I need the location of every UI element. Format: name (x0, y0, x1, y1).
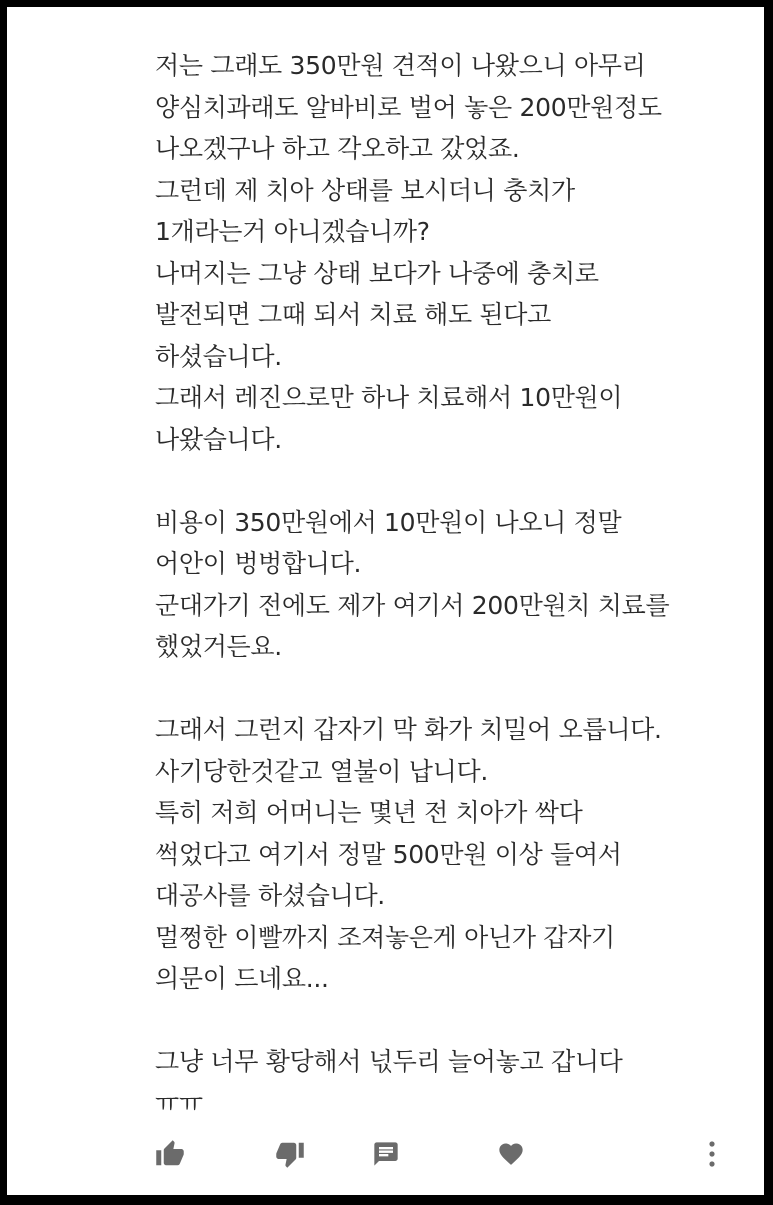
thumbs-up-icon (155, 1139, 185, 1169)
post-line: 썩었다고 여기서 정말 500만원 이상 들여서 (155, 839, 622, 869)
post-line: 양심치과래도 알바비로 벌어 놓은 200만원정도 (155, 92, 662, 122)
post-card (7, 7, 764, 1195)
favorite-button[interactable] (494, 1137, 528, 1171)
post-line: 멀쩡한 이빨까지 조져놓은게 아닌가 갑자기 (155, 922, 615, 952)
more-vertical-icon (706, 1139, 718, 1169)
post-line: 사기당한것같고 열불이 납니다. (155, 756, 488, 786)
thumbs-down-icon (275, 1139, 305, 1169)
post-line: 특히 저희 어머니는 몇년 전 치아가 싹다 (155, 798, 583, 827)
post-line: 1개라는거 아니겠습니까? (155, 217, 430, 246)
post-line: 대공사를 하셨습니다. (155, 881, 385, 910)
post-line: 했었거든요. (155, 632, 282, 661)
post-line: 그냥 너무 황당해서 넋두리 늘어놓고 갑니다 (155, 1047, 623, 1076)
post-line: 나오겠구나 하고 각오하고 갔었죠. (155, 134, 520, 163)
more-button[interactable] (695, 1137, 729, 1171)
post-blank-line (155, 460, 735, 502)
post-line: 발전되면 그때 되서 치료 해도 된다고 (155, 300, 551, 329)
dislike-button[interactable] (273, 1137, 307, 1171)
post-line: 나머지는 그냥 상태 보다가 나중에 충치로 (155, 258, 599, 288)
post-line: 의문이 드네요... (155, 964, 329, 993)
post-line: 하셨습니다. (155, 341, 282, 371)
post-line: 어안이 벙벙합니다. (155, 549, 362, 578)
post-line: ㅠㅠ (155, 1088, 203, 1118)
comment-icon (372, 1140, 400, 1168)
post-line: 나왔습니다. (155, 424, 282, 454)
post-line: 비용이 350만원에서 10만원이 나오니 정말 (155, 507, 622, 537)
post-line: 저는 그래도 350만원 견적이 나왔으니 아무리 (155, 51, 646, 80)
comment-button[interactable] (369, 1137, 403, 1171)
post-body (155, 45, 735, 1124)
post-line: 그런데 제 치아 상태를 보시더니 충치가 (155, 175, 575, 205)
post-blank-line (155, 668, 735, 710)
post-blank-line (155, 1000, 735, 1042)
post-line: 그래서 그런지 갑자기 막 화가 치밀어 오릅니다. (155, 715, 662, 744)
like-button[interactable] (153, 1137, 187, 1171)
action-bar (7, 1127, 764, 1177)
post-line: 그래서 레진으로만 하나 치료해서 10만원이 (155, 383, 623, 412)
heart-icon (497, 1140, 525, 1168)
post-line: 군대가기 전에도 제가 여기서 200만원치 치료를 (155, 590, 670, 620)
